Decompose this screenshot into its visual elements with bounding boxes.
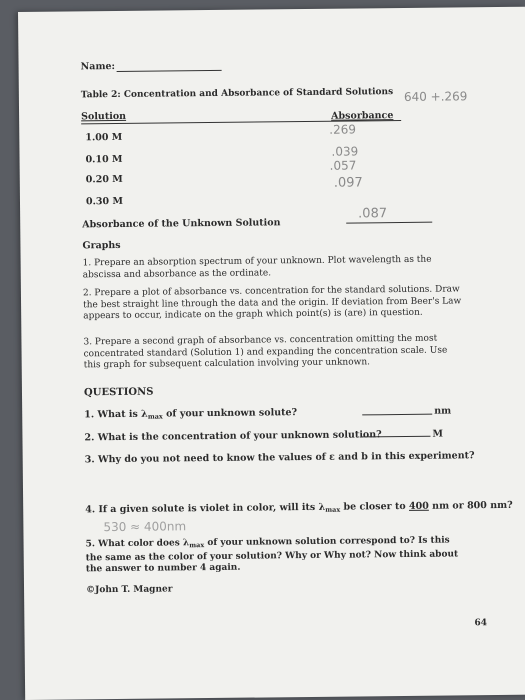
table-row-solution: 1.00 M (85, 131, 123, 144)
question-3: 3. Why do you not need to know the values of ε and b in this experiment? (84, 450, 475, 466)
graphs-heading: Graphs (82, 239, 121, 252)
graph-instruction-3: 3. Prepare a second graph of absorbance vs. concentration omitting the most concentrated standard (Solution 1) and expanding the concentration scale. Use this graph for subsequent calculation involving your unknown. (83, 333, 448, 371)
questions-heading: QUESTIONS (83, 386, 154, 399)
worksheet-page (18, 7, 525, 700)
column-header-absorbance: Absorbance (331, 110, 394, 122)
table-row-solution: 0.20 M (85, 173, 123, 186)
answer-1-blank (362, 414, 432, 416)
question-4-underlined: 400 (408, 500, 429, 512)
lambda-max-subscript: max (325, 505, 341, 514)
question-2: 2. What is the concentration of your unknown solution? (84, 429, 382, 444)
name-blank (117, 70, 222, 72)
unknown-absorbance-value: .087 (358, 206, 388, 222)
answer-2-unit: M (432, 428, 444, 440)
question-4 (85, 500, 513, 516)
lambda-max-subscript: max (147, 412, 163, 421)
unknown-absorbance-blank (346, 222, 432, 224)
question-4-text: 4. If a given solute is violet in color, will its λ (85, 501, 326, 516)
question-4-text-end: nm or 800 nm? (428, 499, 513, 512)
answer-1-unit: nm (434, 405, 452, 417)
question-4-text-mid: be closer to (340, 500, 410, 513)
table-row-absorbance: .269 (329, 122, 357, 137)
question-1-text: 1. What is λ (84, 408, 148, 421)
table-row-solution: 0.10 M (85, 153, 123, 166)
table-row-absorbance: .039 (331, 144, 359, 159)
table-row-absorbance: .097 (333, 175, 363, 191)
unknown-absorbance-label: Absorbance of the Unknown Solution (82, 217, 281, 231)
question-5 (86, 535, 466, 575)
name-label: Name: (80, 60, 116, 73)
graph-instruction-2: 2. Prepare a plot of absorbance vs. concentration for the standard solutions. Draw the best straight line through the data and the origin. If deviation from Beer's Law appears to occur, indicate on the graph which point(s) is (are) in question. (82, 284, 462, 322)
question-5-text-end: of your unknown solution correspond to? Is this the same as the color of your solution? Why or Why not? Now think about the answer to number 4 again. (85, 535, 459, 575)
table-title: Table 2: Concentration and Absorbance of Standard Solutions (80, 87, 394, 101)
table-row-absorbance: .057 (329, 158, 357, 173)
graph-instruction-1: 1. Prepare an absorption spectrum of your unknown. Plot wavelength as the abscissa and absorbance as the ordinate. (82, 254, 432, 280)
lambda-max-subscript: max (189, 541, 205, 550)
handwritten-margin-note: 640 +.269 (403, 89, 468, 104)
page-number: 64 (474, 618, 488, 629)
table-row-solution: 0.30 M (85, 195, 124, 208)
copyright-note: ©John T. Magner (86, 584, 173, 596)
handwritten-answer-4: 530 ≈ 400nm (103, 519, 187, 535)
question-5-text: 5. What color does λ (85, 538, 190, 550)
column-header-solution: Solution (81, 110, 127, 123)
question-1 (84, 407, 297, 421)
answer-2-blank (360, 436, 430, 438)
question-1-text-end: of your unknown solute? (162, 407, 298, 420)
